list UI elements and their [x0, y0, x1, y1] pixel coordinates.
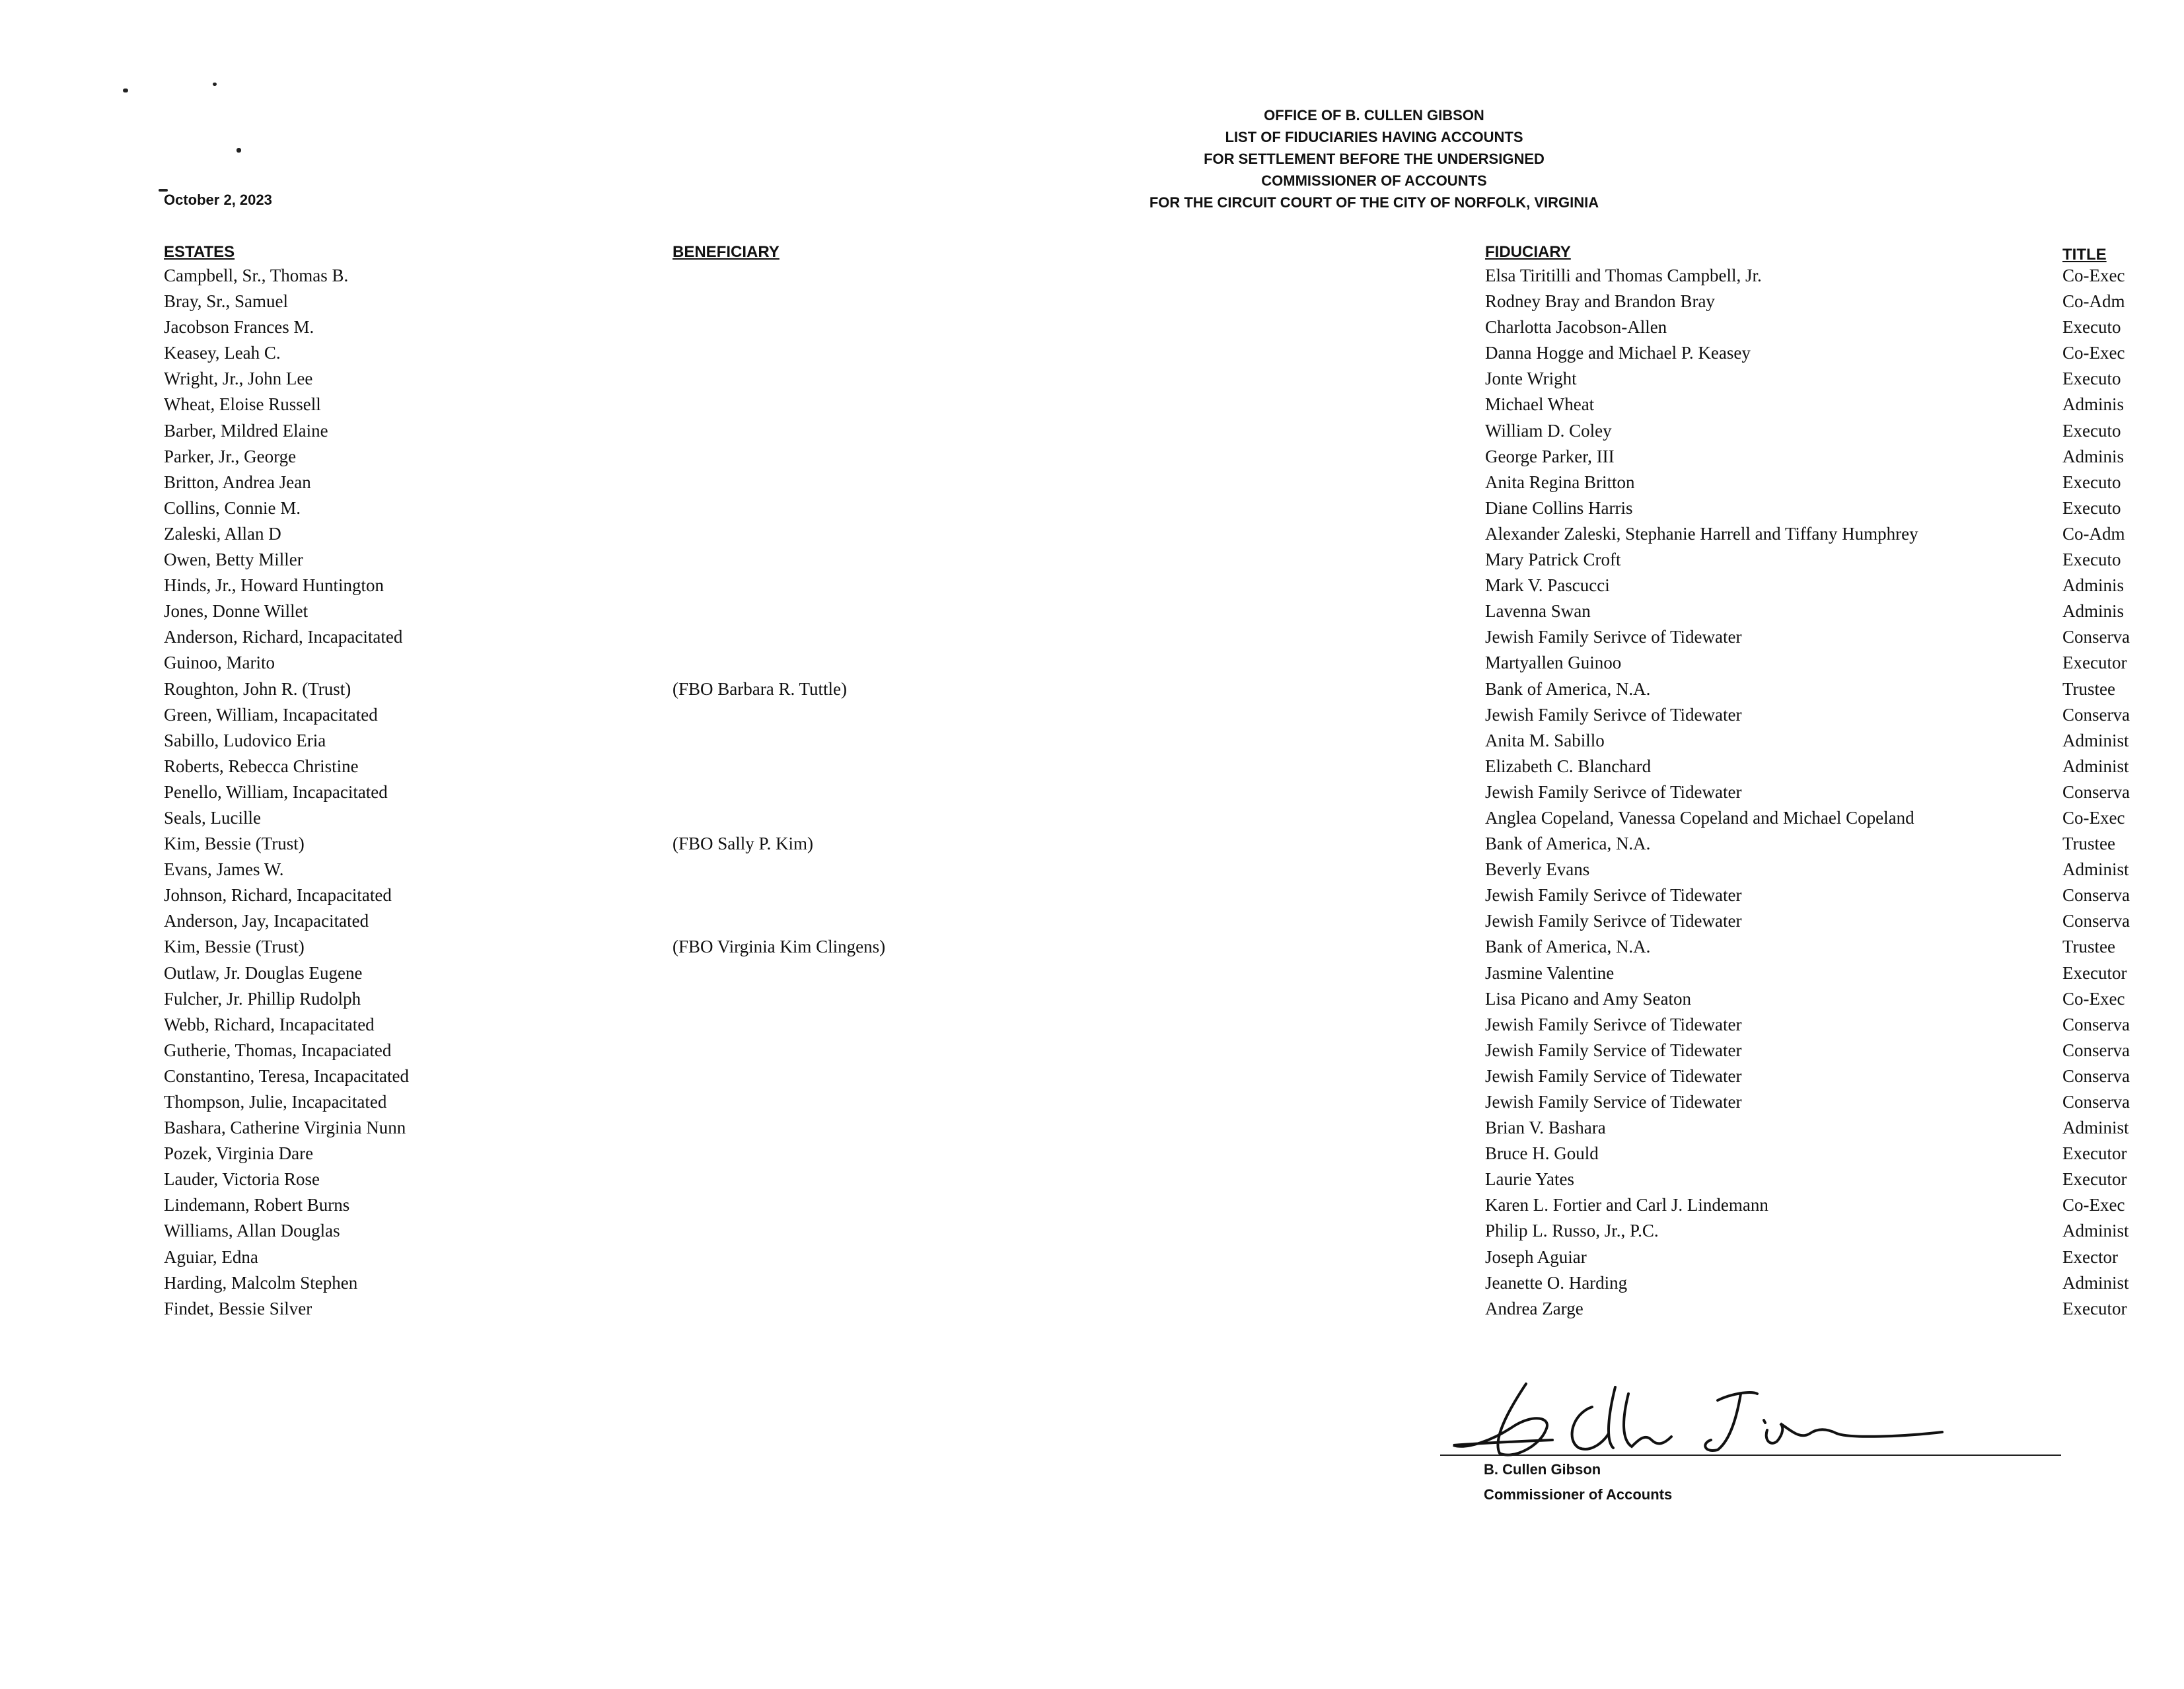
- estate-cell: Lindemann, Robert Burns: [164, 1195, 350, 1215]
- estate-cell: Evans, James W.: [164, 859, 284, 880]
- fiduciary-cell: Jewish Family Serivce of Tidewater: [1485, 885, 1742, 906]
- scan-speck: [213, 83, 217, 86]
- estate-cell: Guinoo, Marito: [164, 653, 275, 673]
- title-cell: Executo: [2062, 550, 2121, 570]
- beneficiary-column: [673, 263, 1465, 1322]
- fiduciary-cell: Lavenna Swan: [1485, 601, 1591, 622]
- title-cell: Co-Exec: [2062, 1195, 2125, 1215]
- document-date: October 2, 2023: [164, 192, 272, 208]
- beneficiary-cell: (FBO Sally P. Kim): [673, 834, 814, 854]
- document-header: [1031, 104, 1718, 213]
- estate-cell: Fulcher, Jr. Phillip Rudolph: [164, 988, 361, 1009]
- title-cell: Administ: [2062, 1272, 2129, 1293]
- estate-cell: Webb, Richard, Incapacitated: [164, 1014, 375, 1034]
- beneficiary-cell: [673, 263, 1465, 289]
- fiduciary-cell: Andrea Zarge: [1485, 1298, 1583, 1318]
- fiduciary-cell: Mary Patrick Croft: [1485, 550, 1621, 570]
- title-cell: Administ: [2062, 756, 2129, 776]
- title-cell: Administ: [2062, 1221, 2129, 1241]
- estate-cell: Johnson, Richard, Incapacitated: [164, 885, 392, 906]
- beneficiary-cell: [673, 392, 1465, 417]
- fiduciary-cell: Elizabeth C. Blanchard: [1485, 756, 1652, 776]
- fiduciary-cell: Martyallen Guinoo: [1485, 653, 1622, 673]
- estate-cell: Keasey, Leah C.: [164, 343, 281, 363]
- beneficiary-cell: [673, 366, 1465, 392]
- title-cell: Executo: [2062, 317, 2121, 338]
- fiduciary-cell: Jewish Family Service of Tidewater: [1485, 1040, 1742, 1060]
- signature-stroke: [1705, 1392, 1942, 1451]
- fiduciary-column: [1485, 263, 1987, 1322]
- beneficiary-cell: [673, 444, 1465, 470]
- title-cell: Conserva: [2062, 911, 2130, 931]
- beneficiary-cell: [673, 1012, 1465, 1038]
- beneficiary-cell: [673, 1063, 1465, 1089]
- title-cell: Executor: [2062, 653, 2127, 673]
- fiduciary-cell: Danna Hogge and Michael P. Keasey: [1485, 343, 1751, 363]
- estate-cell: Bashara, Catherine Virginia Nunn: [164, 1118, 406, 1138]
- beneficiary-cell: [673, 754, 1465, 779]
- estate-cell: Sabillo, Ludovico Eria: [164, 730, 326, 750]
- estates-column: [164, 263, 666, 1322]
- estate-cell: Roberts, Rebecca Christine: [164, 756, 359, 776]
- title-cell: Executor: [2062, 1298, 2127, 1318]
- title-cell: Trustee: [2062, 678, 2116, 699]
- title-cell: Adminis: [2062, 394, 2125, 415]
- beneficiary-cell: [673, 495, 1465, 521]
- estate-cell: Anderson, Jay, Incapacitated: [164, 911, 369, 931]
- signature-stroke: [1572, 1387, 1671, 1449]
- beneficiary-cell: [673, 1038, 1465, 1063]
- estate-cell: Wright, Jr., John Lee: [164, 369, 313, 389]
- title-cell: Administ: [2062, 859, 2129, 880]
- title-cell: Exector: [2062, 1246, 2118, 1267]
- title-cell: Adminis: [2062, 575, 2125, 596]
- estate-cell: Outlaw, Jr. Douglas Eugene: [164, 962, 363, 983]
- title-cell: Conserva: [2062, 1040, 2130, 1060]
- beneficiary-cell: [673, 702, 1465, 728]
- title-cell: Executo: [2062, 497, 2121, 518]
- fiduciary-cell: Jewish Family Serivce of Tidewater: [1485, 627, 1742, 647]
- fiduciary-cell: Rodney Bray and Brandon Bray: [1485, 291, 1715, 312]
- estate-cell: Pozek, Virginia Dare: [164, 1143, 314, 1164]
- fiduciary-cell: Jewish Family Service of Tidewater: [1485, 1092, 1742, 1112]
- title-cell: Executo: [2062, 420, 2121, 441]
- fiduciary-cell: Philip L. Russo, Jr., P.C.: [1485, 1221, 1659, 1241]
- beneficiary-cell: [673, 1192, 1465, 1218]
- estate-cell: Williams, Allan Douglas: [164, 1221, 340, 1241]
- column-header-fiduciary: FIDUCIARY: [1485, 243, 1571, 261]
- scan-speck: [123, 89, 128, 92]
- fiduciary-cell: Jasmine Valentine: [1485, 962, 1615, 983]
- beneficiary-cell: [673, 650, 1465, 676]
- title-cell: Administ: [2062, 730, 2129, 750]
- header-line-list: LIST OF FIDUCIARIES HAVING ACCOUNTS: [1225, 129, 1523, 145]
- estate-cell: Owen, Betty Miller: [164, 550, 303, 570]
- beneficiary-cell: [673, 289, 1465, 314]
- estate-cell: Aguiar, Edna: [164, 1246, 258, 1267]
- fiduciary-cell: Charlotta Jacobson-Allen: [1485, 317, 1667, 338]
- title-column: [2062, 263, 2184, 1322]
- fiduciary-cell: Lisa Picano and Amy Seaton: [1485, 988, 1691, 1009]
- estate-cell: Jacobson Frances M.: [164, 317, 314, 338]
- beneficiary-cell: [673, 598, 1465, 624]
- estate-cell: Thompson, Julie, Incapacitated: [164, 1092, 387, 1112]
- estate-cell: Green, William, Incapacitated: [164, 704, 378, 725]
- title-cell: Co-Adm: [2062, 523, 2125, 544]
- fiduciary-cell: Anita M. Sabillo: [1485, 730, 1605, 750]
- header-line-settlement: FOR SETTLEMENT BEFORE THE UNDERSIGNED: [1204, 151, 1545, 167]
- beneficiary-cell: (FBO Virginia Kim Clingens): [673, 937, 886, 957]
- fiduciary-cell: Jewish Family Serivce of Tidewater: [1485, 781, 1742, 802]
- estate-cell: Lauder, Victoria Rose: [164, 1169, 320, 1190]
- header-line-court: FOR THE CIRCUIT COURT OF THE CITY OF NORFOLK, VIRGINIA: [1149, 194, 1599, 211]
- scan-speck: [237, 148, 241, 153]
- beneficiary-cell: [673, 1218, 1465, 1244]
- fiduciary-cell: Bank of America, N.A.: [1485, 937, 1651, 957]
- signatory-name: B. Cullen Gibson: [1484, 1461, 1601, 1478]
- estate-cell: Seals, Lucille: [164, 807, 261, 828]
- estate-cell: Bray, Sr., Samuel: [164, 291, 288, 312]
- title-cell: Executo: [2062, 472, 2121, 492]
- estate-cell: Kim, Bessie (Trust): [164, 834, 305, 854]
- column-header-estates: ESTATES: [164, 243, 235, 261]
- title-cell: Executor: [2062, 1169, 2127, 1190]
- fiduciary-cell: Anglea Copeland, Vanessa Copeland and Michael Copeland: [1485, 807, 1914, 828]
- beneficiary-cell: [673, 908, 1465, 934]
- fiduciary-cell: Mark V. Pascucci: [1485, 575, 1610, 596]
- title-cell: Trustee: [2062, 937, 2116, 957]
- header-line-office: OFFICE OF B. CULLEN GIBSON: [1264, 107, 1484, 124]
- title-cell: Conserva: [2062, 781, 2130, 802]
- estate-cell: Findet, Bessie Silver: [164, 1298, 312, 1318]
- beneficiary-cell: [673, 314, 1465, 340]
- beneficiary-cell: [673, 573, 1465, 598]
- title-cell: Conserva: [2062, 704, 2130, 725]
- column-header-beneficiary: BENEFICIARY: [673, 243, 780, 261]
- fiduciary-cell: Bank of America, N.A.: [1485, 834, 1651, 854]
- title-cell: Co-Exec: [2062, 266, 2125, 285]
- beneficiary-cell: [673, 624, 1465, 650]
- fiduciary-cell: Bruce H. Gould: [1485, 1143, 1599, 1164]
- estate-cell: Parker, Jr., George: [164, 446, 297, 466]
- fiduciary-cell: Jewish Family Serivce of Tidewater: [1485, 1014, 1742, 1034]
- title-cell: Co-Adm: [2062, 291, 2125, 312]
- estate-cell: Roughton, John R. (Trust): [164, 678, 351, 699]
- beneficiary-cell: [673, 1270, 1465, 1296]
- fiduciary-cell: Jonte Wright: [1485, 369, 1577, 389]
- beneficiary-cell: [673, 960, 1465, 986]
- beneficiary-cell: [673, 1141, 1465, 1167]
- estate-cell: Britton, Andrea Jean: [164, 472, 311, 492]
- title-cell: Trustee: [2062, 834, 2116, 854]
- beneficiary-cell: [673, 857, 1465, 882]
- fiduciary-cell: George Parker, III: [1485, 446, 1615, 466]
- title-cell: Conserva: [2062, 627, 2130, 647]
- beneficiary-cell: [673, 547, 1465, 573]
- fiduciary-cell: Beverly Evans: [1485, 859, 1590, 880]
- estate-cell: Wheat, Eloise Russell: [164, 394, 321, 415]
- estate-cell: Zaleski, Allan D: [164, 523, 281, 544]
- fiduciary-cell: Jeanette O. Harding: [1485, 1272, 1628, 1293]
- beneficiary-cell: (FBO Barbara R. Tuttle): [673, 678, 848, 699]
- header-line-commissioner: COMMISSIONER OF ACCOUNTS: [1261, 172, 1487, 189]
- fiduciary-cell: Jewish Family Serivce of Tidewater: [1485, 911, 1742, 931]
- title-cell: Executor: [2062, 962, 2127, 983]
- signature-stroke: [1453, 1384, 1552, 1455]
- estate-cell: Jones, Donne Willet: [164, 601, 309, 622]
- signature-graphic: [1440, 1367, 2061, 1466]
- beneficiary-cell: [673, 1296, 1465, 1322]
- title-cell: Co-Exec: [2062, 343, 2125, 363]
- title-cell: Co-Exec: [2062, 807, 2125, 828]
- estate-cell: Constantino, Teresa, Incapacitated: [164, 1065, 409, 1086]
- title-cell: Executor: [2062, 1143, 2127, 1164]
- fiduciary-cell: Diane Collins Harris: [1485, 497, 1633, 518]
- fiduciary-cell: Laurie Yates: [1485, 1169, 1574, 1190]
- estate-cell: Kim, Bessie (Trust): [164, 937, 305, 957]
- estate-cell: Campbell, Sr., Thomas B.: [164, 266, 349, 285]
- fiduciary-cell: Karen L. Fortier and Carl J. Lindemann: [1485, 1195, 1768, 1215]
- title-cell: Administ: [2062, 1118, 2129, 1138]
- fiduciary-cell: Elsa Tiritilli and Thomas Campbell, Jr.: [1485, 266, 1762, 285]
- fiduciary-cell: Anita Regina Britton: [1485, 472, 1635, 492]
- beneficiary-cell: [673, 1115, 1465, 1141]
- fiduciary-cell: Michael Wheat: [1485, 394, 1595, 415]
- signature-line: [1440, 1455, 2061, 1456]
- beneficiary-cell: [673, 418, 1465, 444]
- title-cell: Conserva: [2062, 885, 2130, 906]
- fiduciary-cell: Alexander Zaleski, Stephanie Harrell and Tiffany Humphrey: [1485, 523, 1918, 544]
- beneficiary-cell: [673, 521, 1465, 547]
- beneficiary-cell: [673, 1167, 1465, 1192]
- estate-cell: Hinds, Jr., Howard Huntington: [164, 575, 384, 596]
- signatory-title: Commissioner of Accounts: [1484, 1486, 1673, 1503]
- estate-cell: Gutherie, Thomas, Incapaciated: [164, 1040, 392, 1060]
- beneficiary-cell: [673, 728, 1465, 754]
- beneficiary-cell: [673, 1089, 1465, 1115]
- beneficiary-cell: [673, 986, 1465, 1012]
- fiduciary-cell: Jewish Family Service of Tidewater: [1485, 1065, 1742, 1086]
- estate-cell: Collins, Connie M.: [164, 497, 301, 518]
- beneficiary-cell: [673, 470, 1465, 495]
- title-cell: Co-Exec: [2062, 988, 2125, 1009]
- title-cell: Adminis: [2062, 601, 2125, 622]
- beneficiary-cell: [673, 779, 1465, 805]
- estate-cell: Harding, Malcolm Stephen: [164, 1272, 358, 1293]
- title-cell: Conserva: [2062, 1092, 2130, 1112]
- estate-cell: Anderson, Richard, Incapacitated: [164, 627, 403, 647]
- fiduciary-cell: William D. Coley: [1485, 420, 1612, 441]
- title-cell: Conserva: [2062, 1065, 2130, 1086]
- fiduciary-cell: Brian V. Bashara: [1485, 1118, 1606, 1138]
- title-cell: Conserva: [2062, 1014, 2130, 1034]
- estate-cell: Penello, William, Incapacitated: [164, 781, 388, 802]
- beneficiary-cell: [673, 805, 1465, 831]
- fiduciary-cell: Bank of America, N.A.: [1485, 678, 1651, 699]
- fiduciary-cell: Joseph Aguiar: [1485, 1246, 1587, 1267]
- estate-cell: Barber, Mildred Elaine: [164, 420, 328, 441]
- title-cell: Adminis: [2062, 446, 2125, 466]
- fiduciary-cell: Jewish Family Serivce of Tidewater: [1485, 704, 1742, 725]
- column-header-title: TITLE: [2062, 246, 2107, 264]
- beneficiary-cell: [673, 882, 1465, 908]
- beneficiary-cell: [673, 1244, 1465, 1270]
- beneficiary-cell: [673, 340, 1465, 366]
- title-cell: Executo: [2062, 369, 2121, 389]
